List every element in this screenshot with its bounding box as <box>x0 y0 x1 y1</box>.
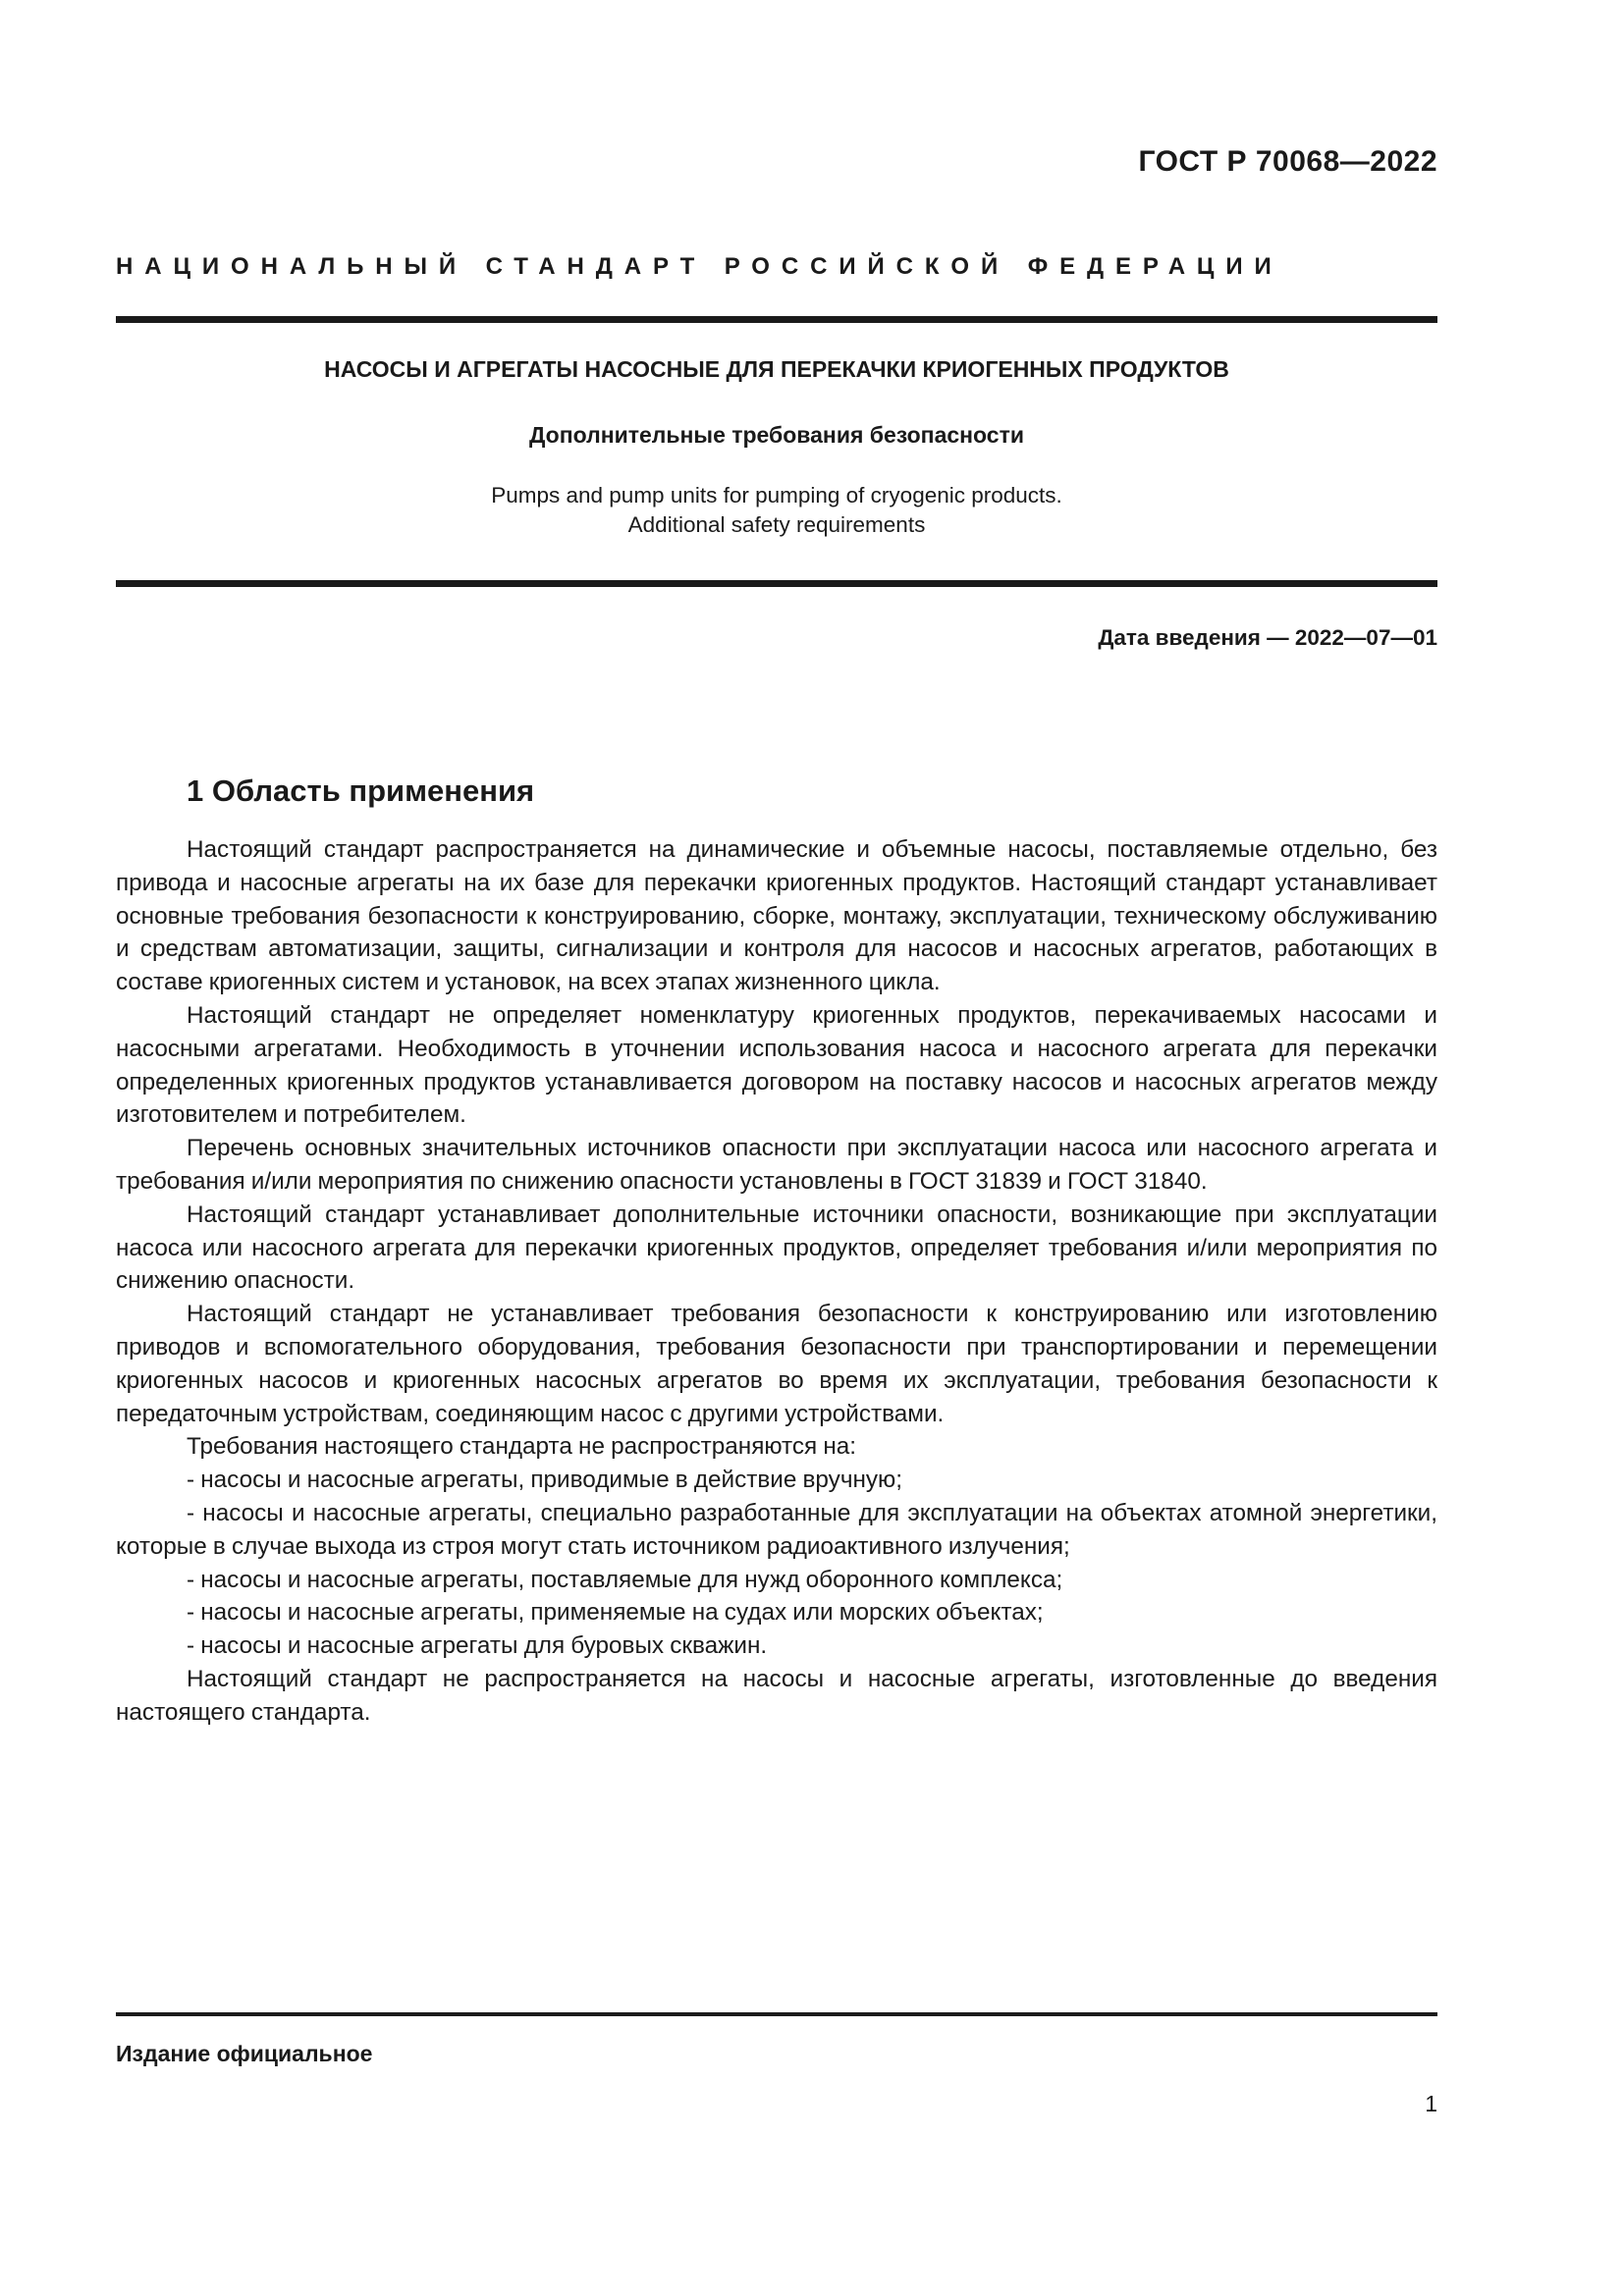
top-rule <box>116 316 1437 323</box>
paragraph: Требования настоящего стандарта не распространяются на: <box>187 1433 857 1461</box>
document-subtitle: Дополнительные требования безопасности <box>529 422 1024 448</box>
page-number: 1 <box>1425 2091 1437 2116</box>
english-title <box>116 481 1437 540</box>
english-title-line-1: Pumps and pump units for pumping of cryogenic products. <box>491 483 1062 507</box>
introduction-date: Дата введения — 2022—07—01 <box>1098 625 1437 650</box>
list-item: - насосы и насосные агрегаты, специально разработанные для эксплуатации на объектах атомной энергетики, которые в случае выхода из строя могут стать источником радиоактивного излучения; <box>116 1499 1437 1560</box>
document-title: НАСОСЫ И АГРЕГАТЫ НАСОСНЫЕ ДЛЯ ПЕРЕКАЧКИ КРИОГЕННЫХ ПРОДУКТОВ <box>324 356 1229 382</box>
title-rule <box>116 580 1437 587</box>
document-page <box>116 0 1437 2296</box>
footer-rule <box>116 2012 1437 2016</box>
section-body <box>116 833 1437 1730</box>
paragraph: Настоящий стандарт не устанавливает требования безопасности к конструированию или изготовлению приводов и вспомогательного оборудования, требования безопасности при транспортировании и перемещении криогенных насосов и криогенных насосных агрегатов во время их эксплуатации, требования безопасности к передаточным устройствам, соединяющим насос с другими устройствами. <box>116 1301 1437 1427</box>
list-item: - насосы и насосные агрегаты, приводимые в действие вручную; <box>187 1467 903 1494</box>
english-title-line-2: Additional safety requirements <box>627 512 926 537</box>
paragraph: Настоящий стандарт распространяется на динамические и объемные насосы, поставляемые отдельно, без привода и насосные агрегаты на их базе для перекачки криогенных продуктов. Настоящий стандарт устанавливает основные требования безопасности к конструированию, сборке, монтажу, эксплуатации, техническому обслуживанию и средствам автоматизации, защиты, сигнализации и контроля для насосов и насосных агрегатов, работающих в составе криогенных систем и установок, на всех этапах жизненного цикла. <box>116 836 1437 996</box>
paragraph: Настоящий стандарт не определяет номенклатуру криогенных продуктов, перекачиваемых насосами и насосными агрегатами. Необходимость в уточнении использования насоса и насосного агрегата для перекачки определенных криогенных продуктов устанавливается договором на поставку насосов и насосных агрегатов между изготовителем и потребителем. <box>116 1001 1437 1129</box>
paragraph: Настоящий стандарт устанавливает дополнительные источники опасности, возникающие при эксплуатации насоса или насосного агрегата для перекачки криогенных продуктов, определяет требования и/или мероприятия по снижению опасности. <box>116 1201 1437 1295</box>
list-item: - насосы и насосные агрегаты для буровых скважин. <box>187 1632 768 1660</box>
list-item: - насосы и насосные агрегаты, поставляемые для нужд оборонного комплекса; <box>187 1566 1063 1593</box>
edition-label: Издание официальное <box>116 2041 373 2066</box>
national-standard-line: НАЦИОНАЛЬНЫЙ СТАНДАРТ РОССИЙСКОЙ ФЕДЕРАЦИИ <box>116 253 1283 280</box>
list-item: - насосы и насосные агрегаты, применяемые на судах или морских объектах; <box>187 1599 1044 1627</box>
section-heading: 1 Область применения <box>187 774 535 808</box>
paragraph: Перечень основных значительных источников опасности при эксплуатации насоса или насосного агрегата и требования и/или мероприятия по снижению опасности установлены в ГОСТ 31839 и ГОСТ 31840. <box>116 1135 1437 1195</box>
paragraph: Настоящий стандарт не распространяется на насосы и насосные агрегаты, изготовленные до введения настоящего стандарта. <box>116 1665 1437 1726</box>
standard-designation: ГОСТ Р 70068—2022 <box>1138 145 1437 178</box>
